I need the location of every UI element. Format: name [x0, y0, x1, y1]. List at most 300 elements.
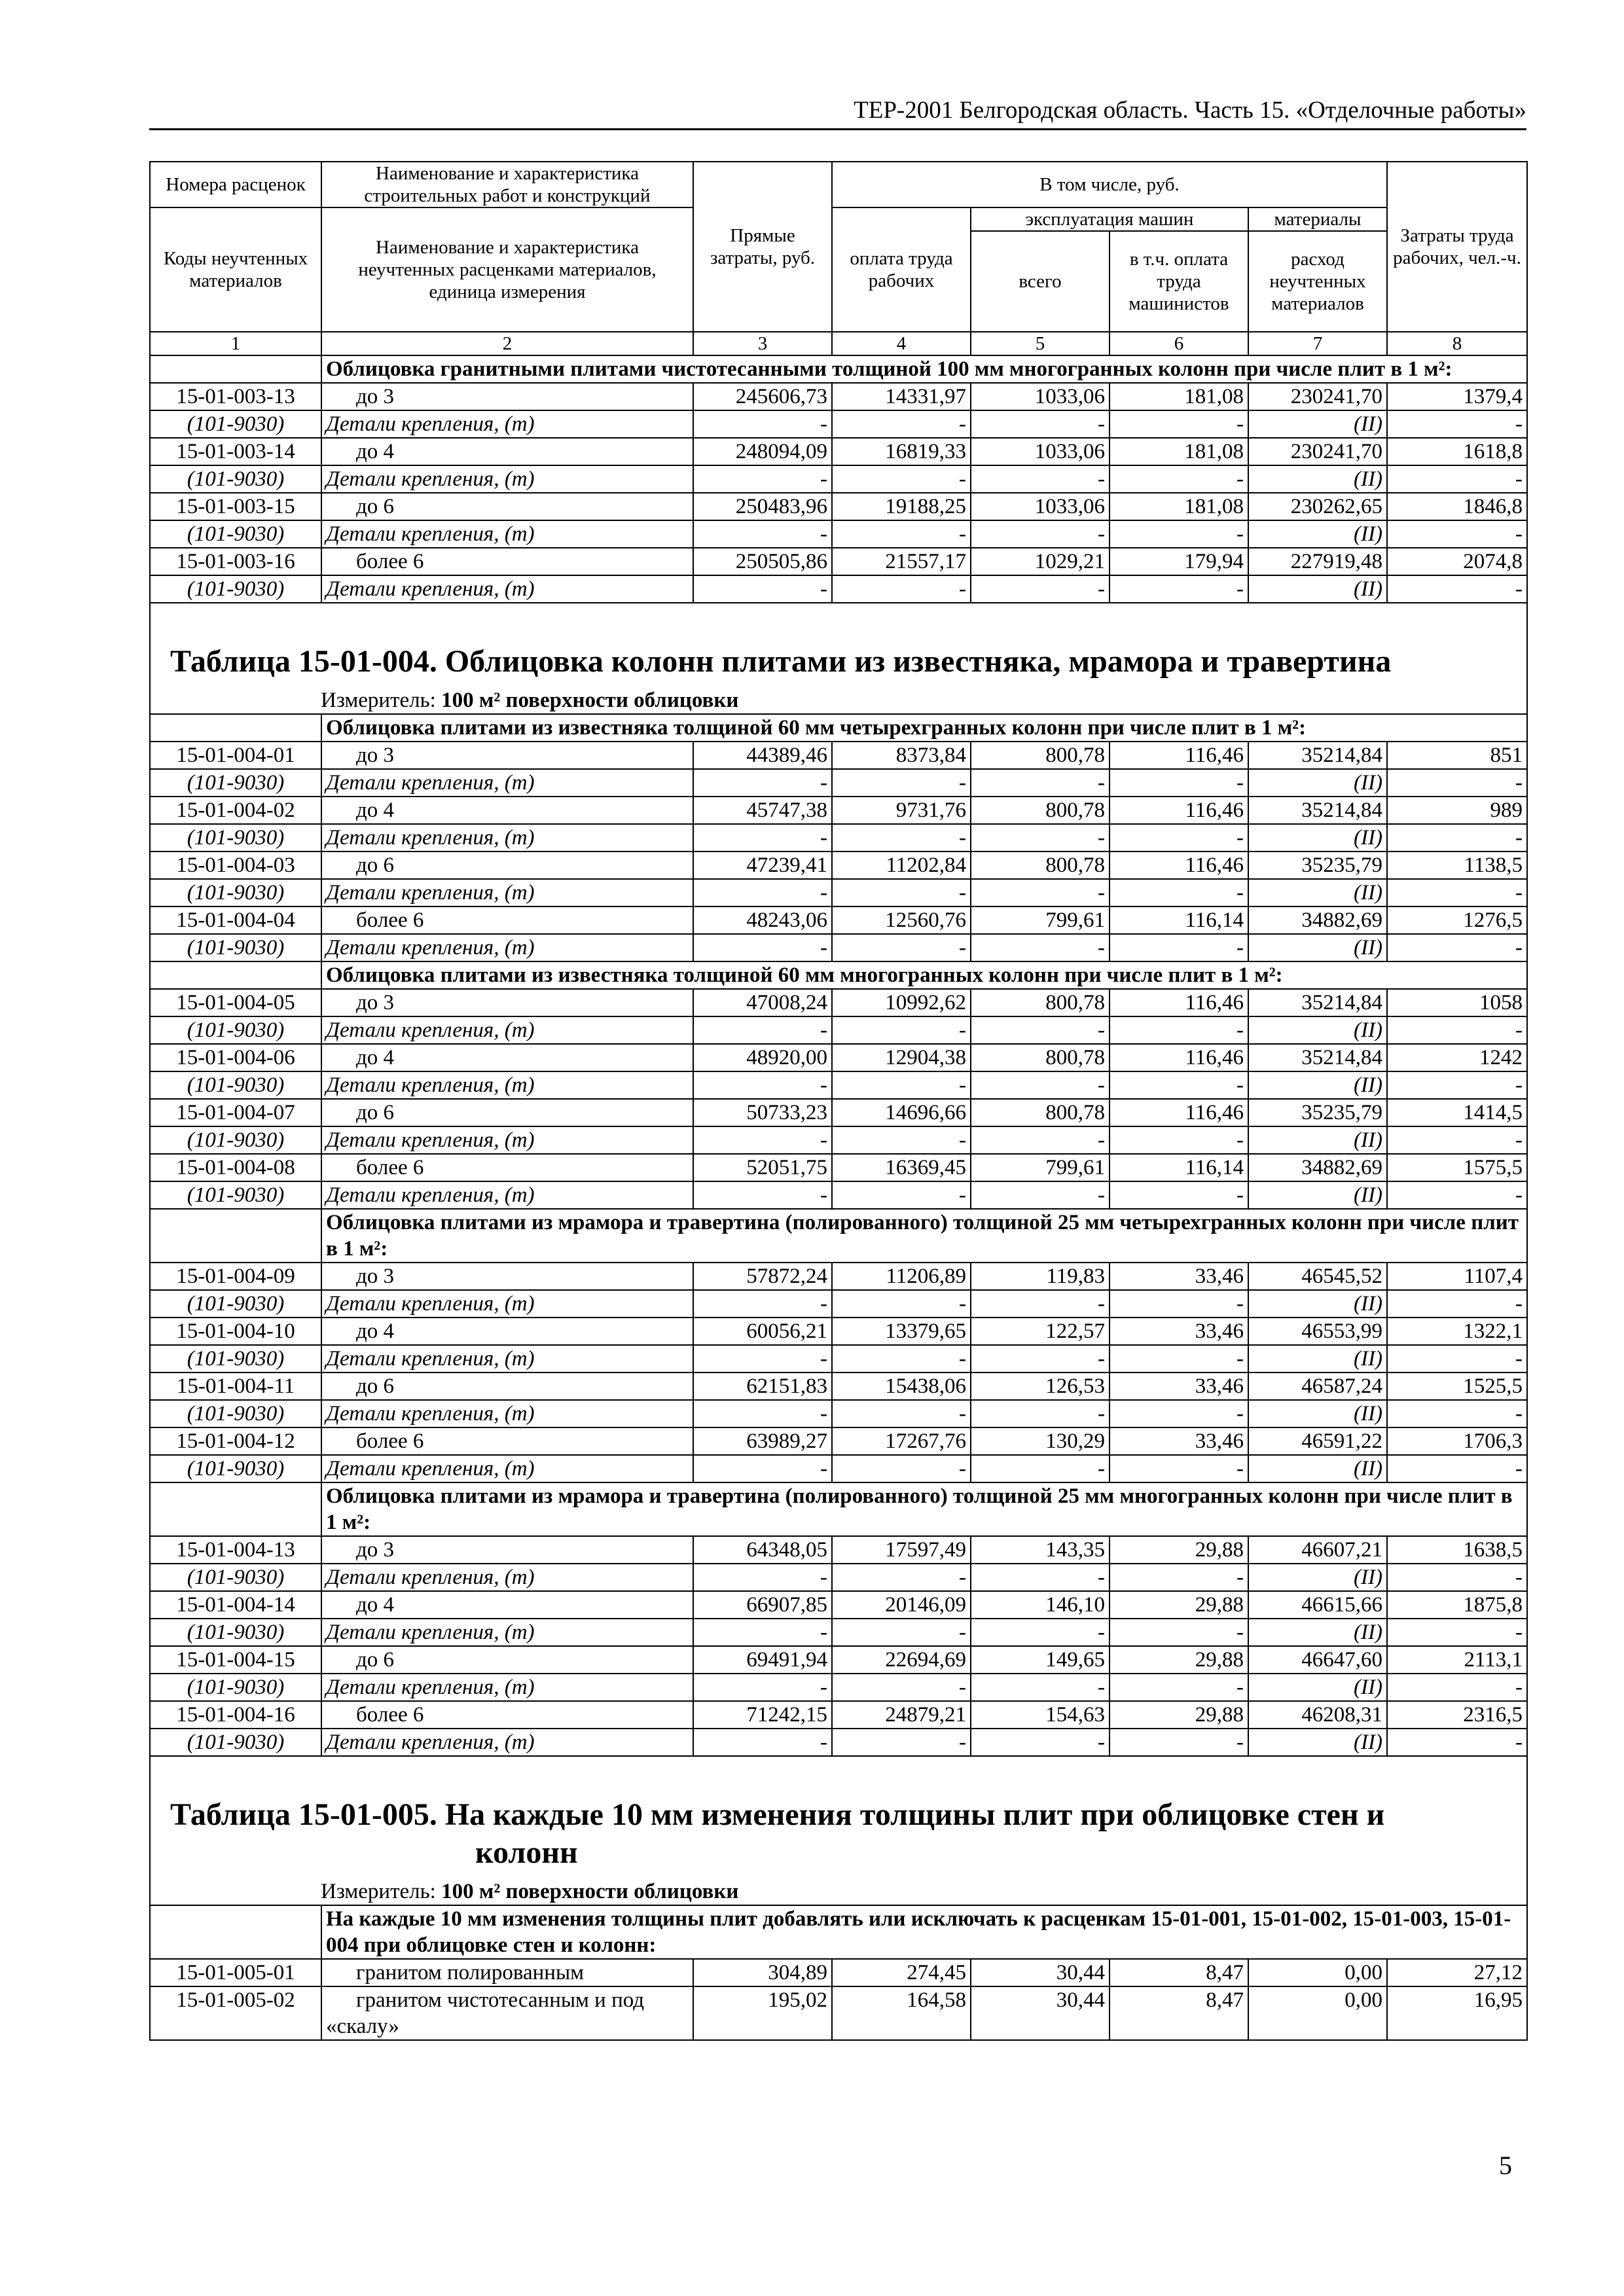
rate-value: 0,00 — [1248, 1959, 1387, 1986]
material-code: (101-9030) — [150, 465, 321, 493]
measure-label: Измеритель: — [321, 689, 436, 712]
material-code: (101-9030) — [150, 1290, 321, 1318]
head-col6: в т.ч. оплата труда машинистов — [1110, 231, 1248, 332]
rate-value: 22694,69 — [832, 1646, 971, 1674]
material-row — [150, 1674, 1527, 1701]
dash: - — [1387, 1674, 1527, 1701]
rate-name: до 4 — [321, 1044, 693, 1071]
rate-value: 8373,84 — [832, 742, 971, 769]
dash: - — [693, 1729, 832, 1756]
table-005-measure — [150, 1878, 1527, 1905]
dash: - — [1110, 1126, 1248, 1154]
rate-value: 24879,21 — [832, 1701, 971, 1729]
rate-value: 143,35 — [971, 1536, 1110, 1564]
rate-value: 33,46 — [1110, 1318, 1248, 1345]
dash: - — [971, 520, 1110, 548]
section-title-spacer — [150, 1905, 321, 1959]
rate-value: 230262,65 — [1248, 493, 1387, 520]
section-title-row — [150, 355, 1527, 383]
col-num: 4 — [832, 332, 971, 355]
material-group: (II) — [1248, 824, 1387, 852]
rate-value: 1414,5 — [1387, 1099, 1527, 1126]
material-code: (101-9030) — [150, 769, 321, 797]
rate-value: 35214,84 — [1248, 797, 1387, 824]
dash: - — [1110, 1345, 1248, 1372]
dash: - — [832, 410, 971, 438]
rate-code: 15-01-004-13 — [150, 1536, 321, 1564]
dash: - — [1387, 520, 1527, 548]
material-group: (II) — [1248, 1564, 1387, 1591]
material-row — [150, 1290, 1527, 1318]
section-title-row — [150, 1905, 1527, 1959]
rate-value: 33,46 — [1110, 1427, 1248, 1455]
rate-value: 13379,65 — [832, 1318, 971, 1345]
material-group: (II) — [1248, 1619, 1387, 1646]
rate-name: до 3 — [321, 989, 693, 1016]
dash: - — [693, 520, 832, 548]
rate-value: 245606,73 — [693, 383, 832, 410]
dash: - — [1387, 1126, 1527, 1154]
rate-row — [150, 989, 1527, 1016]
material-row — [150, 1126, 1527, 1154]
material-row — [150, 934, 1527, 961]
rate-value: 1029,21 — [971, 548, 1110, 575]
rate-value: 195,02 — [693, 1986, 832, 2040]
rate-name: более 6 — [321, 548, 693, 575]
rate-value: 29,88 — [1110, 1701, 1248, 1729]
dash: - — [1110, 879, 1248, 906]
material-group: (II) — [1248, 934, 1387, 961]
rate-value: 800,78 — [971, 1099, 1110, 1126]
rate-code: 15-01-004-15 — [150, 1646, 321, 1674]
rate-value: 800,78 — [971, 1044, 1110, 1071]
rate-value: 11202,84 — [832, 852, 971, 879]
dash: - — [971, 1619, 1110, 1646]
dash: - — [832, 879, 971, 906]
material-row — [150, 1455, 1527, 1482]
material-row — [150, 465, 1527, 493]
rate-code: 15-01-004-05 — [150, 989, 321, 1016]
rate-value: 46591,22 — [1248, 1427, 1387, 1455]
rate-value: 12904,38 — [832, 1044, 971, 1071]
rate-name: до 4 — [321, 797, 693, 824]
material-group: (II) — [1248, 410, 1387, 438]
material-group: (II) — [1248, 1400, 1387, 1427]
dash: - — [693, 410, 832, 438]
rate-value: 799,61 — [971, 1154, 1110, 1181]
section-004-marble-multi — [150, 1482, 1527, 1756]
dash: - — [1387, 1455, 1527, 1482]
rate-name: более 6 — [321, 1701, 693, 1729]
rate-row — [150, 1646, 1527, 1674]
rate-value: 116,14 — [1110, 906, 1248, 934]
rate-value: 16369,45 — [832, 1154, 971, 1181]
material-group: (II) — [1248, 1071, 1387, 1099]
rate-value: 21557,17 — [832, 548, 971, 575]
rate-value: 46607,21 — [1248, 1536, 1387, 1564]
dash: - — [1387, 1071, 1527, 1099]
rate-value: 1033,06 — [971, 438, 1110, 465]
rate-value: 1846,8 — [1387, 493, 1527, 520]
dash: - — [1110, 769, 1248, 797]
dash: - — [1110, 1729, 1248, 1756]
rate-value: 46647,60 — [1248, 1646, 1387, 1674]
dash: - — [1387, 1729, 1527, 1756]
rate-name: гранитом чистотесанным и под «скалу» — [321, 1986, 693, 2040]
material-name: Детали крепления, (т) — [321, 1455, 693, 1482]
section-title-spacer — [150, 961, 321, 989]
rate-value: 30,44 — [971, 1986, 1110, 2040]
dash: - — [832, 1345, 971, 1372]
section-003-multi — [150, 355, 1527, 603]
rate-code: 15-01-005-02 — [150, 1986, 321, 2040]
rate-code: 15-01-004-12 — [150, 1427, 321, 1455]
dash: - — [1110, 1564, 1248, 1591]
rate-value: 46545,52 — [1248, 1263, 1387, 1290]
material-code: (101-9030) — [150, 410, 321, 438]
dash: - — [693, 1181, 832, 1209]
material-code: (101-9030) — [150, 1181, 321, 1209]
rate-name: до 3 — [321, 742, 693, 769]
page-number: 5 — [1499, 2151, 1512, 2180]
material-group: (II) — [1248, 520, 1387, 548]
head-col5: всего — [971, 231, 1110, 332]
column-numbers-row — [150, 332, 1527, 355]
rate-name: до 4 — [321, 1318, 693, 1345]
rate-value: 851 — [1387, 742, 1527, 769]
rate-value: 35214,84 — [1248, 989, 1387, 1016]
rate-value: 130,29 — [971, 1427, 1110, 1455]
material-group: (II) — [1248, 1181, 1387, 1209]
rate-value: 11206,89 — [832, 1263, 971, 1290]
rate-row — [150, 852, 1527, 879]
rate-code: 15-01-004-16 — [150, 1701, 321, 1729]
dash: - — [1387, 1016, 1527, 1044]
rate-value: 1875,8 — [1387, 1591, 1527, 1619]
material-group: (II) — [1248, 1455, 1387, 1482]
rate-value: 2074,8 — [1387, 548, 1527, 575]
table-005-title-line1: Таблица 15-01-005. На каждые 10 мм изменения толщины плит при облицовке стен и — [170, 1797, 1385, 1832]
rate-value: 116,46 — [1110, 742, 1248, 769]
rate-value: 44389,46 — [693, 742, 832, 769]
dash: - — [832, 1290, 971, 1318]
dash: - — [1387, 465, 1527, 493]
section-title-spacer — [150, 355, 321, 383]
section-title-spacer — [150, 1209, 321, 1263]
rate-value: 116,46 — [1110, 1044, 1248, 1071]
rate-code: 15-01-004-06 — [150, 1044, 321, 1071]
dash: - — [693, 824, 832, 852]
material-group: (II) — [1248, 769, 1387, 797]
rate-row — [150, 1701, 1527, 1729]
rate-row — [150, 797, 1527, 824]
rate-row — [150, 1986, 1527, 2040]
rate-value: 30,44 — [971, 1959, 1110, 1986]
section-title-row — [150, 714, 1527, 742]
section-title: На каждые 10 мм изменения толщины плит добавлять или исключать к расценкам 15-01-001, 15-01-002, 15-01-003, 15-01-004 при облицовке стен и колонн: — [321, 1905, 1527, 1959]
rate-value: 9731,76 — [832, 797, 971, 824]
rate-code: 15-01-004-01 — [150, 742, 321, 769]
material-name: Детали крепления, (т) — [321, 1071, 693, 1099]
dash: - — [693, 1455, 832, 1482]
dash: - — [832, 1181, 971, 1209]
rate-value: 35235,79 — [1248, 852, 1387, 879]
dash: - — [693, 1564, 832, 1591]
rate-value: 29,88 — [1110, 1591, 1248, 1619]
material-code: (101-9030) — [150, 824, 321, 852]
rate-value: 116,46 — [1110, 989, 1248, 1016]
dash: - — [693, 1400, 832, 1427]
rate-value: 71242,15 — [693, 1701, 832, 1729]
table-005-title-line2: колонн — [475, 1835, 578, 1870]
dash: - — [1110, 934, 1248, 961]
rate-value: 45747,38 — [693, 797, 832, 824]
rate-row — [150, 906, 1527, 934]
rate-code: 15-01-004-14 — [150, 1591, 321, 1619]
dash: - — [1387, 1564, 1527, 1591]
col-num: 5 — [971, 332, 1110, 355]
dash: - — [971, 1400, 1110, 1427]
table-head-row — [150, 162, 1527, 207]
dash: - — [1387, 1290, 1527, 1318]
rate-value: 799,61 — [971, 906, 1110, 934]
rate-value: 16819,33 — [832, 438, 971, 465]
rate-value: 63989,27 — [693, 1427, 832, 1455]
material-name: Детали крепления, (т) — [321, 1674, 693, 1701]
material-group: (II) — [1248, 1126, 1387, 1154]
dash: - — [971, 465, 1110, 493]
dash: - — [1387, 769, 1527, 797]
rate-value: 250505,86 — [693, 548, 832, 575]
head-col1-bottom: Коды неучтенных материалов — [150, 207, 321, 332]
dash: - — [1387, 410, 1527, 438]
dash: - — [832, 575, 971, 603]
rate-value: 57872,24 — [693, 1263, 832, 1290]
head-col8: Затраты труда рабочих, чел.-ч. — [1387, 162, 1527, 332]
rate-value: 33,46 — [1110, 1263, 1248, 1290]
rate-value: 47239,41 — [693, 852, 832, 879]
rate-value: 1033,06 — [971, 383, 1110, 410]
rate-name: до 6 — [321, 493, 693, 520]
rate-name: до 3 — [321, 1263, 693, 1290]
material-name: Детали крепления, (т) — [321, 879, 693, 906]
section-004-limestone-4 — [150, 714, 1527, 961]
rate-value: 17597,49 — [832, 1536, 971, 1564]
rate-name: до 6 — [321, 1646, 693, 1674]
rate-value: 66907,85 — [693, 1591, 832, 1619]
dash: - — [693, 1016, 832, 1044]
rate-value: 35214,84 — [1248, 742, 1387, 769]
dash: - — [832, 520, 971, 548]
rate-row — [150, 1044, 1527, 1071]
col-num: 3 — [693, 332, 832, 355]
rate-name: более 6 — [321, 1427, 693, 1455]
rate-value: 304,89 — [693, 1959, 832, 1986]
section-title-row — [150, 961, 1527, 989]
dash: - — [1110, 465, 1248, 493]
dash: - — [832, 1564, 971, 1591]
rate-value: 1058 — [1387, 989, 1527, 1016]
rates-table — [149, 161, 1528, 2041]
rate-code: 15-01-004-08 — [150, 1154, 321, 1181]
material-row — [150, 575, 1527, 603]
dash: - — [1387, 934, 1527, 961]
rate-value: 181,08 — [1110, 438, 1248, 465]
material-row — [150, 1400, 1527, 1427]
section-title-row — [150, 1209, 1527, 1263]
dash: - — [693, 769, 832, 797]
rate-value: 181,08 — [1110, 493, 1248, 520]
material-group: (II) — [1248, 1345, 1387, 1372]
rate-value: 34882,69 — [1248, 906, 1387, 934]
rate-value: 800,78 — [971, 989, 1110, 1016]
material-group: (II) — [1248, 1016, 1387, 1044]
material-code: (101-9030) — [150, 1071, 321, 1099]
material-name: Детали крепления, (т) — [321, 465, 693, 493]
rate-value: 1138,5 — [1387, 852, 1527, 879]
rate-value: 116,46 — [1110, 852, 1248, 879]
rate-value: 35235,79 — [1248, 1099, 1387, 1126]
rate-row — [150, 1591, 1527, 1619]
rate-value: 8,47 — [1110, 1959, 1248, 1986]
dash: - — [971, 1126, 1110, 1154]
dash: - — [971, 1674, 1110, 1701]
head-col2-top: Наименование и характеристика строительных работ и конструкций — [321, 162, 693, 207]
rate-value: 230241,70 — [1248, 383, 1387, 410]
dash: - — [971, 1181, 1110, 1209]
material-code: (101-9030) — [150, 1016, 321, 1044]
dash: - — [971, 1455, 1110, 1482]
dash: - — [693, 465, 832, 493]
rate-value: 33,46 — [1110, 1372, 1248, 1400]
material-name: Детали крепления, (т) — [321, 1290, 693, 1318]
material-code: (101-9030) — [150, 934, 321, 961]
dash: - — [1110, 1400, 1248, 1427]
material-name: Детали крепления, (т) — [321, 410, 693, 438]
rate-value: 274,45 — [832, 1959, 971, 1986]
dash: - — [971, 1729, 1110, 1756]
material-name: Детали крепления, (т) — [321, 1564, 693, 1591]
material-row — [150, 879, 1527, 906]
rate-code: 15-01-003-13 — [150, 383, 321, 410]
material-row — [150, 1181, 1527, 1209]
material-code: (101-9030) — [150, 1564, 321, 1591]
rate-value: 800,78 — [971, 852, 1110, 879]
dash: - — [1387, 1181, 1527, 1209]
dash: - — [1110, 1016, 1248, 1044]
dash: - — [971, 410, 1110, 438]
rate-code: 15-01-004-07 — [150, 1099, 321, 1126]
rate-value: 116,14 — [1110, 1154, 1248, 1181]
head-incl: В том числе, руб. — [832, 162, 1387, 207]
dash: - — [971, 934, 1110, 961]
rate-row — [150, 1427, 1527, 1455]
section-004-limestone-multi — [150, 961, 1527, 1209]
dash: - — [1387, 824, 1527, 852]
rate-value: 64348,05 — [693, 1536, 832, 1564]
rate-value: 146,10 — [971, 1591, 1110, 1619]
rate-row — [150, 1154, 1527, 1181]
rate-code: 15-01-003-14 — [150, 438, 321, 465]
rate-value: 34882,69 — [1248, 1154, 1387, 1181]
rate-value: 154,63 — [971, 1701, 1110, 1729]
dash: - — [971, 1290, 1110, 1318]
rate-value: 122,57 — [971, 1318, 1110, 1345]
rate-value: 179,94 — [1110, 548, 1248, 575]
dash: - — [832, 934, 971, 961]
material-row — [150, 1016, 1527, 1044]
rate-row — [150, 383, 1527, 410]
dash: - — [1387, 575, 1527, 603]
material-row — [150, 520, 1527, 548]
material-code: (101-9030) — [150, 879, 321, 906]
rate-value: 1322,1 — [1387, 1318, 1527, 1345]
rate-value: 16,95 — [1387, 1986, 1527, 2040]
rate-value: 800,78 — [971, 797, 1110, 824]
rate-value: 116,46 — [1110, 797, 1248, 824]
rate-value: 1242 — [1387, 1044, 1527, 1071]
page-header: ТЕР-2001 Белгородская область. Часть 15. «Отделочные работы» — [149, 96, 1526, 130]
dash: - — [971, 769, 1110, 797]
rate-value: 48920,00 — [693, 1044, 832, 1071]
dash: - — [1387, 879, 1527, 906]
table-004-measure — [150, 687, 1527, 714]
material-name: Детали крепления, (т) — [321, 1126, 693, 1154]
dash: - — [1110, 520, 1248, 548]
rate-value: 10992,62 — [832, 989, 971, 1016]
rate-code: 15-01-004-10 — [150, 1318, 321, 1345]
rate-row — [150, 1959, 1527, 1986]
material-code: (101-9030) — [150, 575, 321, 603]
dash: - — [1110, 1181, 1248, 1209]
rate-value: 1618,8 — [1387, 438, 1527, 465]
dash: - — [693, 1674, 832, 1701]
dash: - — [832, 824, 971, 852]
dash: - — [693, 1290, 832, 1318]
rate-code: 15-01-004-03 — [150, 852, 321, 879]
dash: - — [1110, 410, 1248, 438]
dash: - — [693, 1345, 832, 1372]
material-name: Детали крепления, (т) — [321, 824, 693, 852]
section-title: Облицовка гранитными плитами чистотесанными толщиной 100 мм многогранных колонн при числе плит в 1 м²: — [321, 355, 1527, 383]
dash: - — [832, 769, 971, 797]
dash: - — [832, 1455, 971, 1482]
rate-name: до 4 — [321, 438, 693, 465]
rate-value: 989 — [1387, 797, 1527, 824]
material-row — [150, 1345, 1527, 1372]
rate-value: 14696,66 — [832, 1099, 971, 1126]
rate-value: 116,46 — [1110, 1099, 1248, 1126]
rate-code: 15-01-004-02 — [150, 797, 321, 824]
rate-row — [150, 1318, 1527, 1345]
rate-value: 1033,06 — [971, 493, 1110, 520]
rate-value: 52051,75 — [693, 1154, 832, 1181]
rate-value: 227919,48 — [1248, 548, 1387, 575]
rate-value: 20146,09 — [832, 1591, 971, 1619]
dash: - — [971, 575, 1110, 603]
rate-row — [150, 1536, 1527, 1564]
dash: - — [1110, 1674, 1248, 1701]
section-005 — [150, 1905, 1527, 2040]
rate-value: 164,58 — [832, 1986, 971, 2040]
dash: - — [832, 1674, 971, 1701]
dash: - — [693, 575, 832, 603]
rate-name: более 6 — [321, 1154, 693, 1181]
section-004-marble-4 — [150, 1209, 1527, 1482]
material-name: Детали крепления, (т) — [321, 1345, 693, 1372]
section-title: Облицовка плитами из мрамора и травертина (полированного) толщиной 25 мм четырехгранных колонн при числе плит в 1 м²: — [321, 1209, 1527, 1263]
dash: - — [1387, 1345, 1527, 1372]
